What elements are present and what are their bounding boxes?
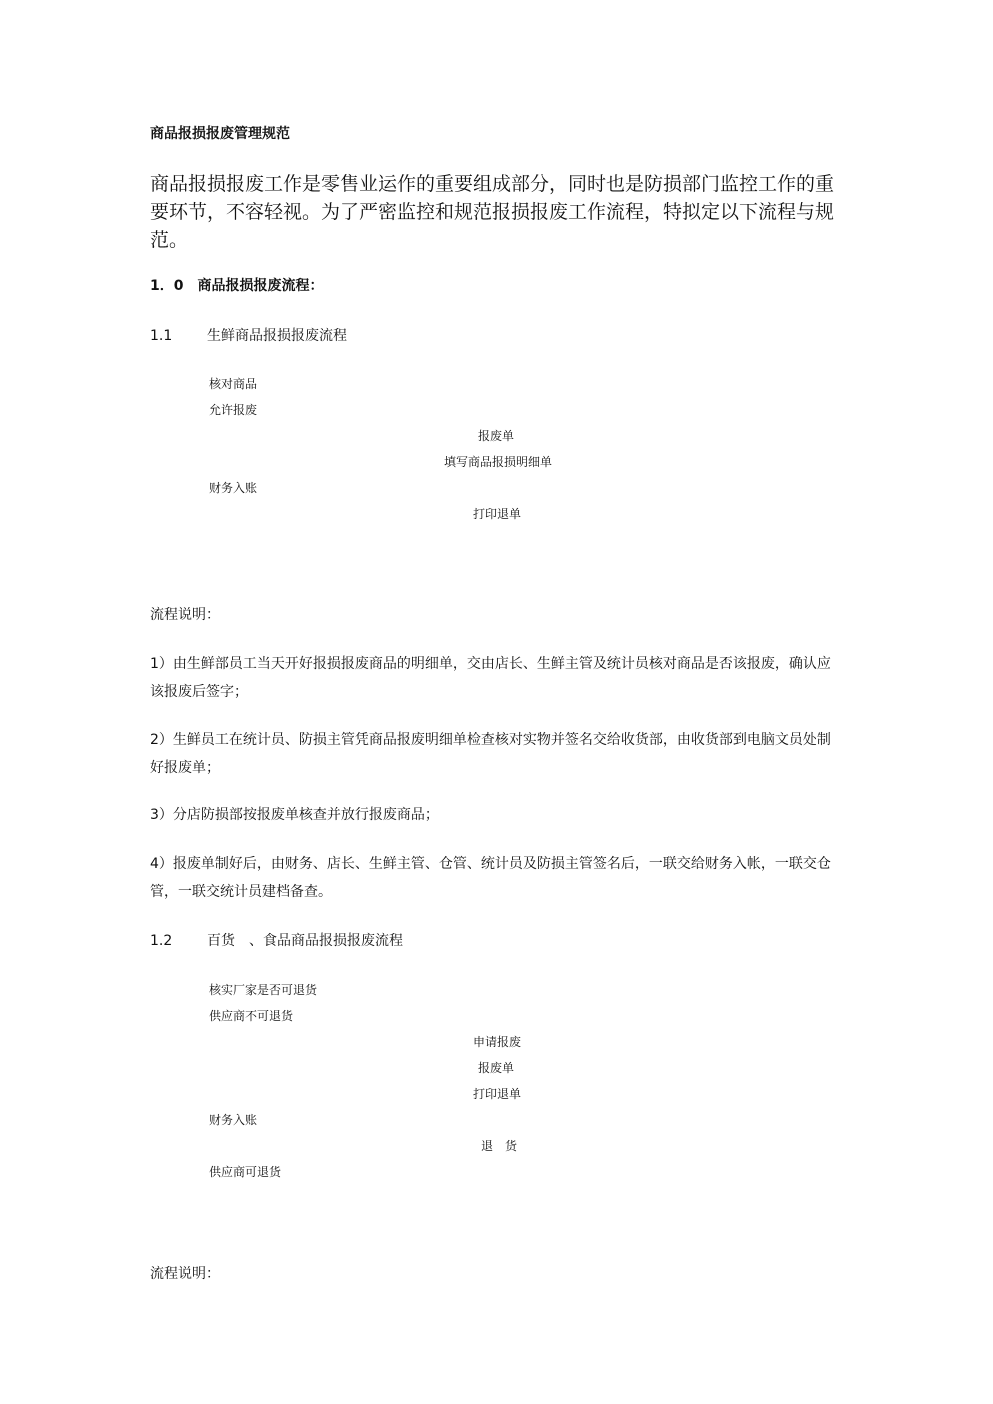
flow-step-scrap-form: 报废单 [478,429,515,443]
note-paragraph: 2）生鲜员工在统计员、防损主管凭商品报废明细单检查核对实物并签名交给收货部，由收货部到电脑文员处制好报废单； [150,732,831,776]
flow-step-fill-detail: 填写商品报损明细单 [444,455,553,469]
intro-paragraph: 商品报损报废工作是零售业运作的重要组成部分，同时也是防损部门监控工作的重要环节，不容轻视。为了严密监控和规范报损报废工作流程，特拟定以下流程与规范。 [150,173,835,251]
flow-step-print-return: 打印退单 [473,507,522,521]
flow-step-print-return: 打印退单 [473,1087,522,1101]
subsection-1-1-heading [150,325,347,345]
flow-step-return-goods: 退 货 [481,1139,518,1153]
subsection-number: 1.1 [150,328,173,344]
subsection-number: 1.2 [150,933,173,949]
subsection-1-2-heading [150,930,403,950]
note-paragraph: 3）分店防损部按报废单核查并放行报废商品； [150,807,439,823]
flow-step-finance-entry: 财务入账 [209,481,258,495]
note-paragraph: 1）由生鲜部员工当天开好报损报废商品的明细单，交由店长、生鲜主管及统计员核对商品是否该报废，确认应该报废后签字； [150,656,831,700]
flow-step-not-returnable: 供应商不可退货 [209,1009,294,1023]
notes-title-1-1: 流程说明： [150,607,220,623]
notes-title-1-2: 流程说明： [150,1266,220,1282]
flow-step-scrap-form: 报废单 [478,1061,515,1075]
flow-step-check-returnable: 核实厂家是否可退货 [209,983,318,997]
subsection-title: 百货 、食品商品报损报废流程 [207,933,403,949]
subsection-title: 生鲜商品报损报废流程 [207,328,347,344]
flow-step-allow-scrap: 允许报废 [209,403,258,417]
note-paragraph: 4）报废单制好后，由财务、店长、生鲜主管、仓管、统计员及防损主管签名后，一联交给财务入帐，一联交仓管，一联交统计员建档备查。 [150,856,831,900]
flow-step-apply-scrap: 申请报废 [473,1035,522,1049]
flow-step-verify-goods: 核对商品 [209,377,258,391]
document-title: 商品报损报废管理规范 [150,126,290,142]
flow-step-returnable: 供应商可退货 [209,1165,282,1179]
flow-step-finance-entry: 财务入账 [209,1113,258,1127]
section-heading: 1．0 商品报损报废流程： [150,278,324,294]
